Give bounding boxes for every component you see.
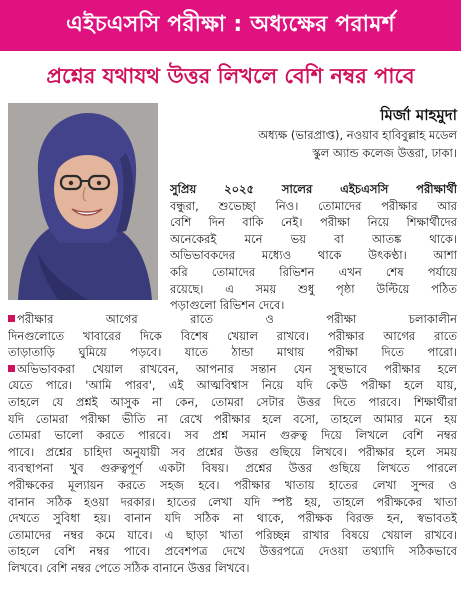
author-portrait-image: [8, 103, 158, 300]
body-line: অনেকেরই মনে ভয় বা আতঙ্ক থাকে।: [170, 231, 457, 246]
body-line: অভিভাবকদের মধ্যেও থাকে উৎকণ্ঠা। আশা: [170, 248, 457, 263]
author-title-line-1: অধ্যক্ষ (ভারপ্রাপ্ত), নওয়াব হাবিবুল্লাহ মডেল: [258, 128, 457, 142]
intro-line: [170, 181, 457, 198]
body-text: পরীক্ষার আগের রাতে ও পরীক্ষা চলাকালীন: [17, 312, 457, 326]
author-byline: [170, 106, 457, 161]
body-line: দেখতে সুবিধা হয়। বানান যদি সঠিক না থাকে, পরীক্ষক বিরক্ত হন, স্বভাবতই: [8, 511, 457, 526]
author-photo: [8, 103, 158, 300]
body-line: বানান সঠিক হওয়া দরকার। হাতের লেখা যদি স্পষ্ট হয়, তাহলে পরীক্ষকের খাতা: [8, 494, 457, 509]
body-line: যেতে পারে। 'আমি পারব', এই আত্মবিশ্বাস নিয়ে যদি কেউ পরীক্ষা হলে যায়,: [8, 378, 457, 393]
body-line: তোমাদের নম্বর কমে যাবে। এ ছাড়া খাতা পরিচ্ছন্ন রাখার বিষয়ে খেয়াল রাখবে।: [8, 527, 457, 542]
body-line: ব্যবস্থাপনা খুব গুরুত্বপূর্ণ একটা বিষয়। প্রশ্নের উত্তর গুছিয়ে লিখতে পারলে: [8, 461, 457, 476]
article-body-full: [8, 311, 457, 577]
body-line: পাবে। প্রশ্নের চাহিদা অনুযায়ী সব প্রশ্নের উত্তর গুছিয়ে লিখবে। পরীক্ষার হলে সময়: [8, 444, 457, 459]
body-line: তাড়াতাড়ি ঘুমিয়ে পড়বে। যাতে ঠান্ডা মাথায় পরীক্ষা দিতে পারো।: [8, 345, 457, 360]
author-title-line-2: স্কুল অ্যান্ড কলেজ উত্তরা, ঢাকা।: [312, 146, 457, 160]
intro-bold-text: সুপ্রিয় ২০২৫ সালের এইচএসসি পরীক্ষার্থী: [170, 182, 457, 196]
body-line-bullet: [8, 361, 457, 378]
body-line: বন্ধুরা, শুভেচ্ছা নিও। তোমাদের পরীক্ষার আর: [170, 198, 457, 213]
banner-text: এইচএসসি পরীক্ষা : অধ্যক্ষের পরামর্শ: [66, 12, 395, 37]
headline-text: প্রশ্নের যথাযথ উত্তর লিখলে বেশি নম্বর পাবে: [46, 63, 415, 88]
body-line-bullet: [8, 311, 457, 328]
article-body-side: [170, 181, 457, 314]
body-line: তোমরা ভালো করতে পারবে। সব প্রশ্ন সমান গুরুত্ব দিয়ে লিখলে বেশি নম্বর: [8, 428, 457, 443]
body-line: লিখবে। বেশি নম্বর পেতে সঠিক বানানে উত্তর লিখবে।: [8, 560, 250, 575]
body-text: অভিভাবকরা খেয়াল রাখবেন, আপনার সন্তান যেন সুস্থভাবে পরীক্ষার হলে: [17, 361, 457, 376]
bullet-marker: [8, 315, 15, 322]
section-banner: [0, 0, 461, 51]
bullet-marker: [8, 365, 15, 372]
body-line: দিনগুলোতে খাবারের দিকে বিশেষ খেয়াল রাখবে। পরীক্ষার আগের রাতে: [8, 328, 457, 343]
body-line: পড়াগুলো রিভিশন দেবে।: [170, 298, 285, 313]
article-headline: [0, 58, 461, 96]
body-line: করি তোমাদের রিভিশন এখন শেষ পর্যায়ে: [170, 264, 457, 279]
author-name: মির্জা মাহমুদা: [380, 106, 457, 124]
body-line: তাহলে বেশি নম্বর পাবে। প্রবেশপত্র দেখে উত্তরপত্রে দেওয়া তথ্যাদি সঠিকভাবে: [8, 544, 457, 559]
body-line: যদি তোমরা পরীক্ষা ভীতি না রেখে পরীক্ষার হলে বসো, তাহলে আমার মনে হয়: [8, 411, 457, 426]
body-line: রয়েছে। এ সময় শুধু পৃষ্ঠা উল্টিয়ে পঠিত: [170, 281, 457, 296]
body-line: পরীক্ষকের মূল্যায়ন করতে সহজ হবে। পরীক্ষার খাতায় হাতের লেখা সুন্দর ও: [8, 477, 457, 492]
body-line: তাহলে যে প্রশ্নই আসুক না কেন, তোমরা সেটার উত্তর দিতে পারবে। শিক্ষার্থীরা: [8, 394, 457, 409]
body-line: বেশি দিন বাকি নেই। পরীক্ষা নিয়ে শিক্ষার্থীদের: [170, 215, 457, 230]
